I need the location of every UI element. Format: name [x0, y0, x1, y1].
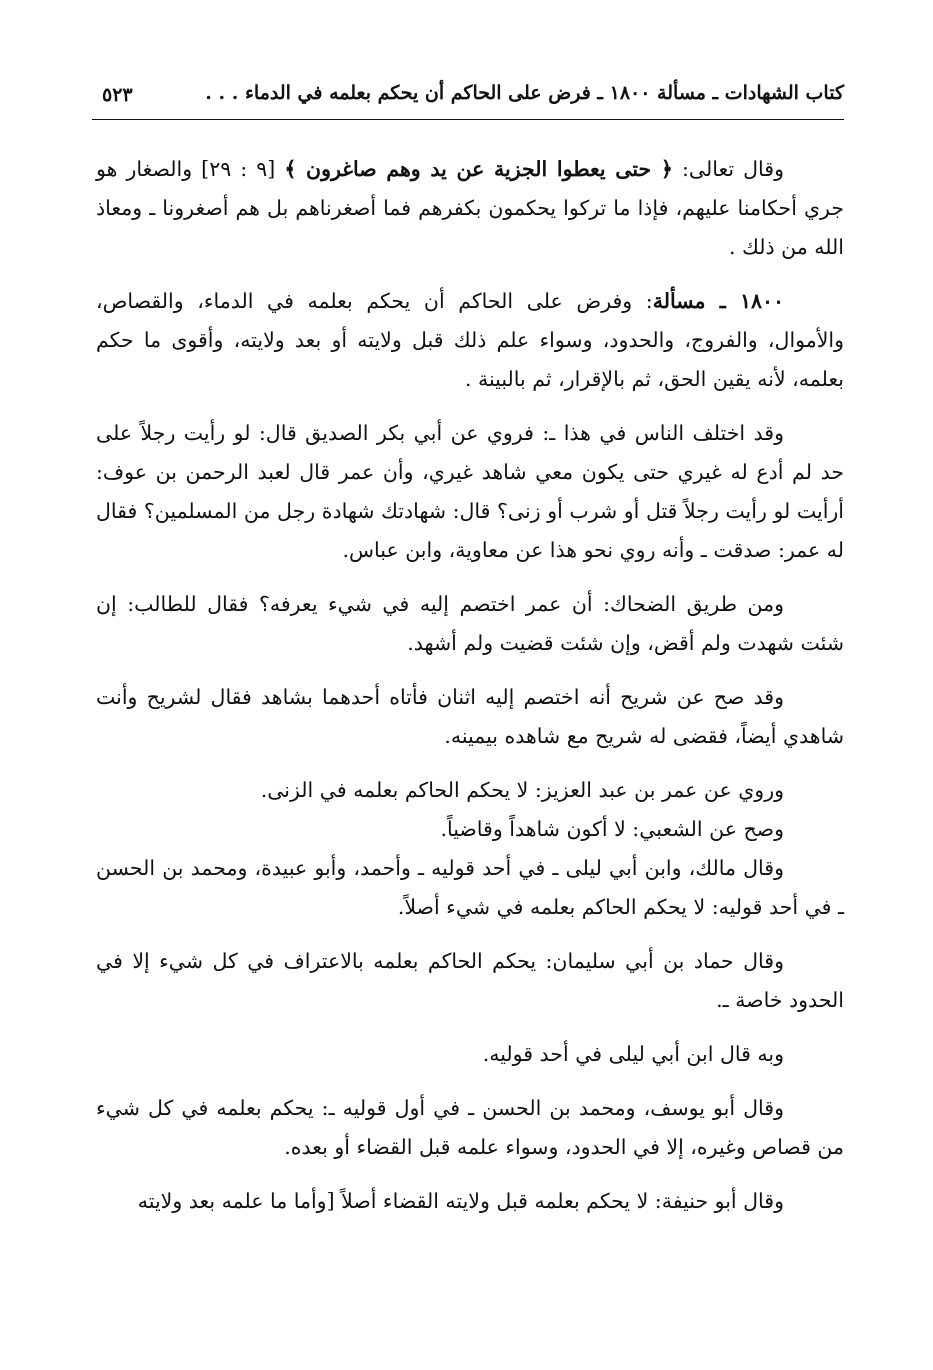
paragraph-quran-verse: [96, 150, 844, 267]
running-title: كتاب الشهادات ـ مسألة ١٨٠٠ ـ فرض على الحاكم أن يحكم بعلمه في الدماء . . .: [205, 82, 844, 104]
paragraph-text: وروي عن عمر بن عبد العزيز: لا يحكم الحاكم بعلمه في الزنى.: [260, 778, 784, 802]
page-number: ٥٢٣: [102, 84, 133, 106]
paragraph-text: وقال أبو حنيفة: لا يحكم بعلمه قبل ولايته القضاء أصلاً [وأما ما علمه بعد ولايته: [137, 1189, 784, 1213]
paragraph-text: ومن طريق الضحاك: أن عمر اختصم إليه في شيء يعرفه؟ فقال للطالب: إن شئت شهدت ولم أقض، وإن شئت قضيت ولم أشهد.: [96, 592, 844, 655]
running-header: [92, 82, 844, 120]
paragraph-text: [٩ : ٢٩] والصغار هو جري أحكامنا عليهم، فإذا ما تركوا يحكمون بكفرهم فما أصغرناهم بل هم أصغرونا ـ ومعاذ الله من ذلك .: [96, 157, 844, 259]
quran-quote: ﴿ حتى يعطوا الجزية عن يد وهم صاغرون ﴾: [284, 157, 673, 181]
paragraph-issue-1800: [96, 282, 844, 399]
paragraph-text: وقال أبو يوسف، ومحمد بن الحسن ـ في أول قوليه ـ: يحكم بعلمه في كل شيء من قصاص وغيره، إلا في الحدود، وسواء علمه قبل القضاء أو بعده.: [96, 1096, 844, 1159]
paragraph-lead: وقال تعالى:: [672, 157, 784, 181]
page-body: [96, 150, 844, 1236]
issue-label: ١٨٠٠ ـ مسألة: [652, 289, 784, 313]
paragraph-text: وقد اختلف الناس في هذا ـ: فروي عن أبي بكر الصديق قال: لو رأيت رجلاً على حد لم أدع له غيري حتى يكون معي شاهد غيري، وأن عمر قال لعبد الرحمن بن عوف: أرأيت لو رأيت رجلاً قتل أو شرب أو زنى؟ قال: شهادتك شهادة رجل من المسلمين؟ فقال له عمر: صدقت ـ وأنه روي نحو هذا عن معاوية، وابن عباس.: [96, 421, 844, 562]
paragraph-text: وبه قال ابن أبي ليلى في أحد قوليه.: [482, 1042, 784, 1066]
paragraph-text: وقال مالك، وابن أبي ليلى ـ في أحد قوليه ـ وأحمد، وأبو عبيدة، ومحمد بن الحسن ـ في أحد قوليه: لا يحكم الحاكم بعلمه في شيء أصلاً.: [96, 856, 844, 919]
header-rule: [92, 119, 844, 120]
paragraph-text: وقال حماد بن أبي سليمان: يحكم الحاكم بعلمه بالاعتراف في كل شيء إلا في الحدود خاصة ـ.: [96, 949, 844, 1012]
paragraph-text: وصح عن الشعبي: لا أكون شاهداً وقاضياً.: [440, 817, 784, 841]
paragraph-text: : وفرض على الحاكم أن يحكم بعلمه في الدماء، والقصاص، والأموال، والفروج، والحدود، وسواء علم ذلك قبل ولايته أو بعد ولايته، وأقوى ما حكم بعلمه، لأنه يقين الحق، ثم بالإقرار، ثم بالبينة .: [96, 289, 844, 391]
paragraph-text: وقد صح عن شريح أنه اختصم إليه اثنان فأتاه أحدهما بشاهد فقال لشريح وأنت شاهدي أيضاً، فقضى له شريح مع شاهده بيمينه.: [96, 685, 844, 748]
